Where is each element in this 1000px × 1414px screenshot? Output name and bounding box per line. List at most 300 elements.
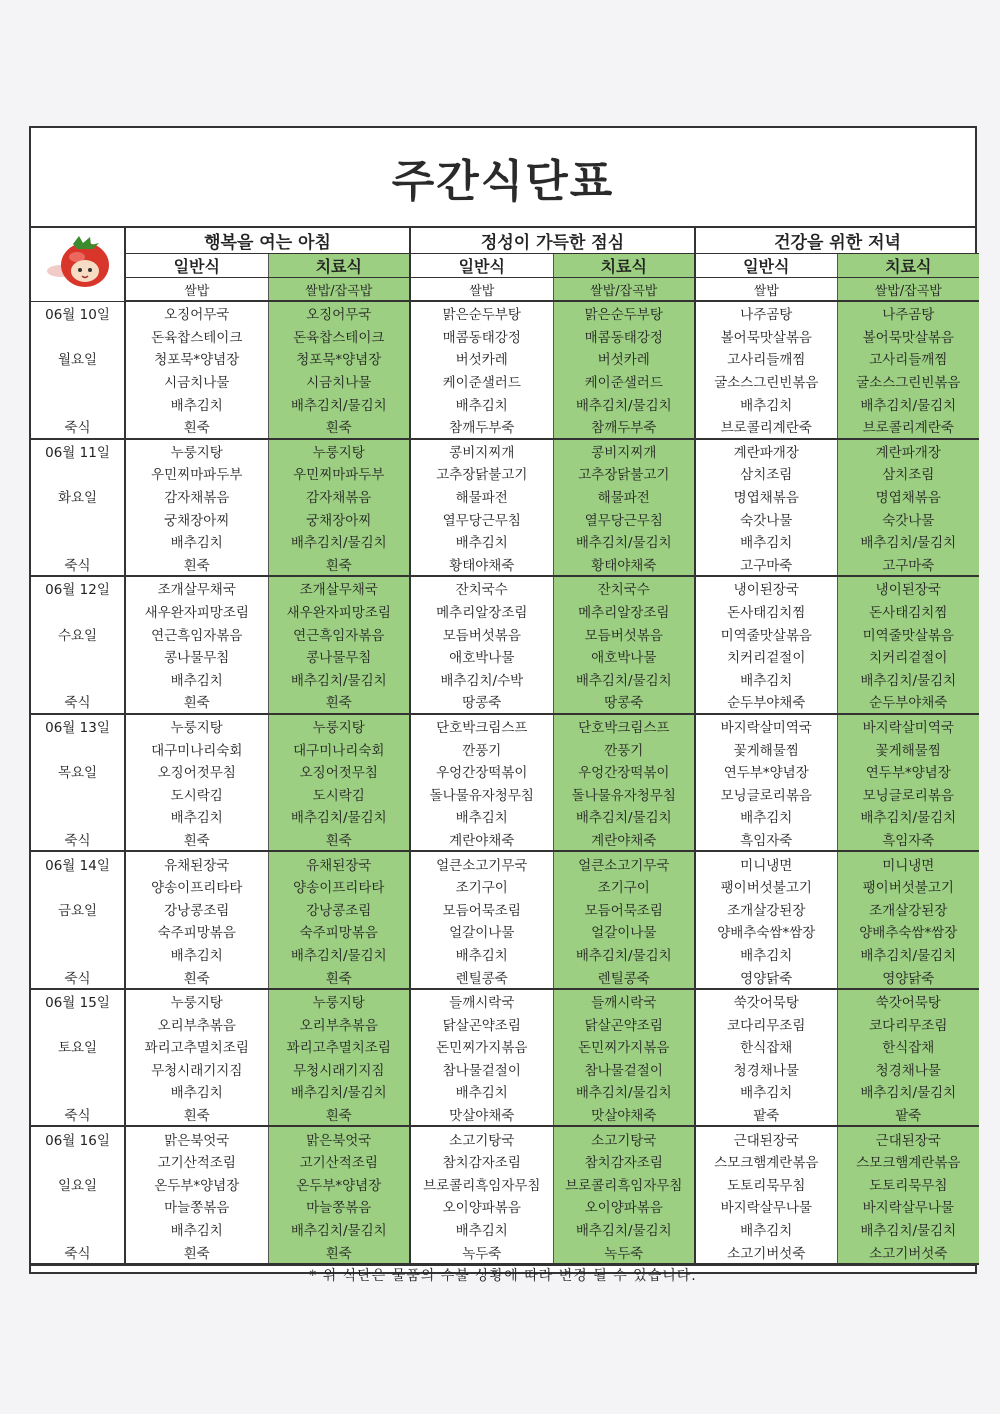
breakfast-therapy-item: 강낭콩조림	[268, 897, 410, 920]
breakfast-therapy-item: 숙주피망볶음	[268, 920, 410, 943]
day-label-blank	[31, 507, 125, 530]
menu-row	[31, 1012, 979, 1035]
lunch-general-item: 깐풍기	[410, 737, 553, 760]
breakfast-therapy-item: 무청시래기지짐	[268, 1058, 410, 1081]
dinner-general-rice: 쌀밥	[695, 278, 837, 302]
breakfast-general-item: 배추김치	[125, 392, 268, 415]
dinner-general-item: 근대된장국	[695, 1126, 837, 1150]
dinner-therapy-item: 배추김치/물김치	[837, 1080, 979, 1103]
lunch-general-label: 일반식	[410, 254, 553, 278]
dinner-therapy-item: 한식잡채	[837, 1035, 979, 1058]
dinner-therapy-item: 조개살강된장	[837, 897, 979, 920]
menu-row	[31, 668, 979, 691]
dinner-therapy-item: 팽이버섯불고기	[837, 875, 979, 898]
menu-row	[31, 875, 979, 898]
menu-row	[31, 553, 979, 577]
lunch-therapy-item: 돌나물유자청무침	[553, 782, 695, 805]
lunch-therapy-item: 맑은순두부탕	[553, 301, 695, 325]
breakfast-therapy-item: 고기산적조림	[268, 1150, 410, 1173]
breakfast-general-item: 배추김치	[125, 1218, 268, 1241]
dinner-general-item: 조개살강된장	[695, 897, 837, 920]
dinner-therapy-item: 숙갓나물	[837, 507, 979, 530]
day-label-blank	[31, 668, 125, 691]
dinner-therapy-item: 스모크햄계란볶음	[837, 1150, 979, 1173]
breakfast-general-item: 도시락김	[125, 782, 268, 805]
breakfast-general-item: 흰죽	[125, 690, 268, 714]
menu-row	[31, 507, 979, 530]
breakfast-general-item: 흰죽	[125, 1103, 268, 1127]
dinner-general-item: 고사리들깨찜	[695, 347, 837, 370]
day-weekday: 일요일	[57, 1177, 98, 1194]
lunch-general-item: 돌나물유자청무침	[410, 782, 553, 805]
menu-row	[31, 1035, 979, 1058]
dinner-general-item: 영양닭죽	[695, 965, 837, 989]
lunch-therapy-item: 황태야채죽	[553, 553, 695, 577]
breakfast-therapy-item: 누룽지탕	[268, 989, 410, 1013]
breakfast-general-item: 흰죽	[125, 828, 268, 852]
lunch-general-item: 돈민찌가지볶음	[410, 1035, 553, 1058]
breakfast-general-item: 오리부추볶음	[125, 1012, 268, 1035]
menu-row	[31, 1126, 979, 1150]
dinner-therapy-item: 모닝글로리볶음	[837, 782, 979, 805]
breakfast-therapy-item: 흰죽	[268, 553, 410, 577]
lunch-therapy-item: 브로콜리흑임자무침	[553, 1173, 695, 1196]
lunch-general-item: 참나물겉절이	[410, 1058, 553, 1081]
day-label-blank	[31, 392, 125, 415]
day-date: 06월 13일	[45, 719, 110, 736]
breakfast-general-item: 대구미나리숙회	[125, 737, 268, 760]
breakfast-therapy-label: 치료식	[268, 254, 410, 278]
day-label-blank	[31, 737, 125, 760]
lunch-therapy-item: 버섯카레	[553, 347, 695, 370]
menu-row	[31, 1058, 979, 1081]
lunch-therapy-item: 배추김치/물김치	[553, 1080, 695, 1103]
lunch-therapy-item: 들깨시락국	[553, 989, 695, 1013]
dinner-therapy-item: 꽃게해물찜	[837, 737, 979, 760]
lunch-therapy-item: 메추리알장조림	[553, 600, 695, 623]
page-title: 주간식단표	[31, 128, 975, 228]
breakfast-therapy-item: 궁채장아찌	[268, 507, 410, 530]
breakfast-general-item: 연근흑임자볶음	[125, 622, 268, 645]
breakfast-therapy-item: 흰죽	[268, 415, 410, 439]
lunch-therapy-item: 맛살야채죽	[553, 1103, 695, 1127]
lunch-general-item: 참치감자조림	[410, 1150, 553, 1173]
dinner-general-item: 브로콜리계란죽	[695, 415, 837, 439]
dinner-therapy-item: 돈사태김치찜	[837, 600, 979, 623]
lunch-therapy-item: 애호박나물	[553, 645, 695, 668]
dinner-general-item: 배추김치	[695, 1218, 837, 1241]
breakfast-therapy-item: 연근흑임자볶음	[268, 622, 410, 645]
lunch-therapy-item: 모듬어묵조림	[553, 897, 695, 920]
dinner-general-item: 미역줄맛살볶음	[695, 622, 837, 645]
lunch-general-item: 잔치국수	[410, 576, 553, 600]
breakfast-therapy-item: 배추김치/물김치	[268, 1080, 410, 1103]
porridge-label: 죽식	[31, 690, 125, 714]
day-label-blank	[31, 325, 125, 348]
day-label-blank	[31, 462, 125, 485]
lunch-general-item: 배추김치	[410, 943, 553, 966]
breakfast-therapy-item: 배추김치/물김치	[268, 668, 410, 691]
breakfast-general-item: 배추김치	[125, 1080, 268, 1103]
lunch-general-item: 고추장닭불고기	[410, 462, 553, 485]
dinner-therapy-item: 순두부야채죽	[837, 690, 979, 714]
dinner-header: 건강을 위한 저녁	[695, 228, 979, 254]
lunch-general-item: 녹두죽	[410, 1240, 553, 1264]
breakfast-general-item: 새우완자피망조림	[125, 600, 268, 623]
dinner-therapy-item: 계란파개장	[837, 439, 979, 463]
breakfast-therapy-item: 누룽지탕	[268, 439, 410, 463]
menu-row	[31, 851, 979, 875]
dinner-therapy-item: 청경채나물	[837, 1058, 979, 1081]
dinner-general-item: 배추김치	[695, 805, 837, 828]
breakfast-general-item: 우민찌마파두부	[125, 462, 268, 485]
dinner-therapy-item: 나주곰탕	[837, 301, 979, 325]
dinner-therapy-item: 볼어묵맛살볶음	[837, 325, 979, 348]
day-label-blank	[31, 645, 125, 668]
lunch-general-item: 배추김치/수박	[410, 668, 553, 691]
dinner-general-item: 냉이된장국	[695, 576, 837, 600]
dinner-general-item: 배추김치	[695, 530, 837, 553]
menu-row	[31, 897, 979, 920]
lunch-general-item: 참깨두부죽	[410, 415, 553, 439]
breakfast-therapy-item: 배추김치/물김치	[268, 530, 410, 553]
breakfast-therapy-item: 오징어젓무침	[268, 760, 410, 783]
menu-row	[31, 439, 979, 463]
breakfast-general-item: 누룽지탕	[125, 714, 268, 738]
dinner-therapy-item: 연두부*양념장	[837, 760, 979, 783]
day-label-blank	[31, 943, 125, 966]
lunch-therapy-item: 단호박크림스프	[553, 714, 695, 738]
dinner-general-item: 순두부야채죽	[695, 690, 837, 714]
breakfast-therapy-item: 온두부*양념장	[268, 1173, 410, 1196]
lunch-therapy-item: 소고기탕국	[553, 1126, 695, 1150]
dinner-general-item: 나주곰탕	[695, 301, 837, 325]
day-label-blank	[31, 1080, 125, 1103]
lunch-general-item: 계란야채죽	[410, 828, 553, 852]
day-label-blank	[31, 875, 125, 898]
dinner-therapy-item: 바지락살미역국	[837, 714, 979, 738]
breakfast-general-rice: 쌀밥	[125, 278, 268, 302]
dinner-general-item: 소고기버섯죽	[695, 1240, 837, 1264]
menu-row	[31, 1195, 979, 1218]
breakfast-general-item: 양송이프리타타	[125, 875, 268, 898]
dinner-general-item: 고구마죽	[695, 553, 837, 577]
breakfast-general-item: 고기산적조림	[125, 1150, 268, 1173]
dinner-general-label: 일반식	[695, 254, 837, 278]
menu-row	[31, 1240, 979, 1264]
day-date: 06월 10일	[45, 307, 110, 324]
breakfast-therapy-item: 대구미나리숙회	[268, 737, 410, 760]
lunch-general-item: 애호박나물	[410, 645, 553, 668]
lunch-therapy-item: 열무당근무침	[553, 507, 695, 530]
lunch-therapy-item: 참깨두부죽	[553, 415, 695, 439]
lunch-general-item: 맑은순두부탕	[410, 301, 553, 325]
dinner-general-item: 코다리무조림	[695, 1012, 837, 1035]
menu-row	[31, 828, 979, 852]
dinner-general-item: 양배추숙쌈*쌈장	[695, 920, 837, 943]
dinner-general-item: 스모크햄계란볶음	[695, 1150, 837, 1173]
dinner-therapy-item: 배추김치/물김치	[837, 392, 979, 415]
breakfast-general-item: 궁채장아찌	[125, 507, 268, 530]
lunch-therapy-item: 배추김치/물김치	[553, 392, 695, 415]
dinner-general-item: 명엽채볶음	[695, 485, 837, 508]
menu-table	[31, 228, 979, 1265]
lunch-therapy-item: 케이준샐러드	[553, 370, 695, 393]
lunch-general-item: 매콤동태강정	[410, 325, 553, 348]
day-label-blank	[31, 370, 125, 393]
breakfast-therapy-item: 누룽지탕	[268, 714, 410, 738]
lunch-general-item: 얼갈이나물	[410, 920, 553, 943]
dinner-therapy-rice: 쌀밥/잡곡밥	[837, 278, 979, 302]
dinner-general-item: 배추김치	[695, 392, 837, 415]
dinner-therapy-item: 배추김치/물김치	[837, 668, 979, 691]
breakfast-therapy-item: 양송이프리타타	[268, 875, 410, 898]
lunch-general-item: 조기구이	[410, 875, 553, 898]
breakfast-general-item: 배추김치	[125, 943, 268, 966]
lunch-general-item: 들깨시락국	[410, 989, 553, 1013]
breakfast-general-item: 흰죽	[125, 965, 268, 989]
menu-row	[31, 1150, 979, 1173]
menu-row	[31, 645, 979, 668]
breakfast-general-item: 무청시래기지짐	[125, 1058, 268, 1081]
dinner-therapy-item: 배추김치/물김치	[837, 1218, 979, 1241]
day-label-blank	[31, 1012, 125, 1035]
lunch-therapy-item: 깐풍기	[553, 737, 695, 760]
dinner-therapy-item: 영양닭죽	[837, 965, 979, 989]
lunch-general-item: 배추김치	[410, 1218, 553, 1241]
dinner-general-item: 치커리겉절이	[695, 645, 837, 668]
breakfast-therapy-item: 시금치나물	[268, 370, 410, 393]
porridge-label: 죽식	[31, 828, 125, 852]
day-date: 06월 11일	[45, 444, 110, 461]
breakfast-therapy-item: 배추김치/물김치	[268, 943, 410, 966]
tomato-mascot-icon	[43, 231, 113, 293]
breakfast-general-item: 유채된장국	[125, 851, 268, 875]
breakfast-general-item: 흰죽	[125, 553, 268, 577]
menu-row	[31, 347, 979, 370]
breakfast-general-item: 감자채볶음	[125, 485, 268, 508]
lunch-general-item: 배추김치	[410, 530, 553, 553]
dinner-therapy-item: 팥죽	[837, 1103, 979, 1127]
lunch-general-item: 황태야채죽	[410, 553, 553, 577]
menu-row	[31, 1218, 979, 1241]
breakfast-therapy-item: 오징어무국	[268, 301, 410, 325]
breakfast-general-item: 배추김치	[125, 668, 268, 691]
lunch-general-item: 우엉간장떡볶이	[410, 760, 553, 783]
breakfast-therapy-item: 꽈리고추멸치조림	[268, 1035, 410, 1058]
dinner-general-item: 청경채나물	[695, 1058, 837, 1081]
lunch-general-item: 배추김치	[410, 392, 553, 415]
dinner-therapy-item: 브로콜리계란죽	[837, 415, 979, 439]
breakfast-general-item: 숙주피망볶음	[125, 920, 268, 943]
breakfast-therapy-item: 맑은북엇국	[268, 1126, 410, 1150]
menu-row	[31, 325, 979, 348]
dinner-general-item: 한식잡채	[695, 1035, 837, 1058]
lunch-general-rice: 쌀밥	[410, 278, 553, 302]
breakfast-therapy-rice: 쌀밥/잡곡밥	[268, 278, 410, 302]
lunch-therapy-item: 계란야채죽	[553, 828, 695, 852]
menu-row	[31, 805, 979, 828]
lunch-therapy-item: 녹두죽	[553, 1240, 695, 1264]
dinner-therapy-item: 흑임자죽	[837, 828, 979, 852]
lunch-therapy-item: 오이양파볶음	[553, 1195, 695, 1218]
breakfast-therapy-item: 새우완자피망조림	[268, 600, 410, 623]
dinner-therapy-item: 바지락살무나물	[837, 1195, 979, 1218]
lunch-therapy-item: 배추김치/물김치	[553, 668, 695, 691]
day-date: 06월 12일	[45, 582, 110, 599]
dinner-therapy-item: 도토리묵무침	[837, 1173, 979, 1196]
day-weekday: 금요일	[57, 902, 98, 919]
dinner-general-item: 연두부*양념장	[695, 760, 837, 783]
lunch-therapy-item: 해물파전	[553, 485, 695, 508]
menu-row	[31, 415, 979, 439]
lunch-general-item: 배추김치	[410, 1080, 553, 1103]
breakfast-therapy-item: 흰죽	[268, 1240, 410, 1264]
menu-row	[31, 965, 979, 989]
lunch-general-item: 소고기탕국	[410, 1126, 553, 1150]
breakfast-therapy-item: 흰죽	[268, 828, 410, 852]
lunch-general-item: 케이준샐러드	[410, 370, 553, 393]
menu-row	[31, 530, 979, 553]
menu-row	[31, 989, 979, 1013]
breakfast-general-item: 시금치나물	[125, 370, 268, 393]
lunch-general-item: 오이양파볶음	[410, 1195, 553, 1218]
breakfast-therapy-item: 배추김치/물김치	[268, 1218, 410, 1241]
breakfast-general-item: 누룽지탕	[125, 989, 268, 1013]
dinner-therapy-item: 쑥갓어묵탕	[837, 989, 979, 1013]
lunch-general-item: 브로콜리흑임자무침	[410, 1173, 553, 1196]
breakfast-general-item: 누룽지탕	[125, 439, 268, 463]
dinner-general-item: 흑임자죽	[695, 828, 837, 852]
lunch-general-item: 모듬버섯볶음	[410, 622, 553, 645]
breakfast-therapy-item: 감자채볶음	[268, 485, 410, 508]
breakfast-general-item: 조개살무채국	[125, 576, 268, 600]
lunch-general-item: 맛살야채죽	[410, 1103, 553, 1127]
breakfast-therapy-item: 우민찌마파두부	[268, 462, 410, 485]
day-date: 06월 16일	[45, 1132, 110, 1149]
breakfast-general-item: 청포묵*양념장	[125, 347, 268, 370]
menu-row	[31, 690, 979, 714]
dinner-therapy-item: 미니냉면	[837, 851, 979, 875]
dinner-therapy-item: 배추김치/물김치	[837, 530, 979, 553]
lunch-therapy-item: 우엉간장떡볶이	[553, 760, 695, 783]
breakfast-general-label: 일반식	[125, 254, 268, 278]
porridge-label: 죽식	[31, 553, 125, 577]
day-label-blank	[31, 1195, 125, 1218]
lunch-general-item: 배추김치	[410, 805, 553, 828]
lunch-general-item: 버섯카레	[410, 347, 553, 370]
breakfast-therapy-item: 흰죽	[268, 690, 410, 714]
menu-row	[31, 576, 979, 600]
dinner-general-item: 쑥갓어묵탕	[695, 989, 837, 1013]
lunch-therapy-item: 닭살곤약조림	[553, 1012, 695, 1035]
lunch-therapy-rice: 쌀밥/잡곡밥	[553, 278, 695, 302]
day-label-blank	[31, 600, 125, 623]
menu-row	[31, 485, 979, 508]
dinner-general-item: 계란파개장	[695, 439, 837, 463]
lunch-therapy-label: 치료식	[553, 254, 695, 278]
footer-note: * 위 식단은 물품의 수불 상황에 따라 변경 될 수 있습니다.	[31, 1265, 975, 1286]
lunch-therapy-item: 참치감자조림	[553, 1150, 695, 1173]
dinner-general-item: 배추김치	[695, 1080, 837, 1103]
lunch-therapy-item: 고추장닭불고기	[553, 462, 695, 485]
dinner-general-item: 도토리묵무침	[695, 1173, 837, 1196]
logo-cell	[31, 228, 125, 301]
day-weekday: 월요일	[57, 352, 98, 369]
breakfast-general-item: 배추김치	[125, 805, 268, 828]
lunch-general-item: 렌틸콩죽	[410, 965, 553, 989]
lunch-therapy-item: 얼갈이나물	[553, 920, 695, 943]
lunch-therapy-item: 배추김치/물김치	[553, 805, 695, 828]
menu-row	[31, 370, 979, 393]
dinner-therapy-item: 명엽채볶음	[837, 485, 979, 508]
dinner-therapy-item: 고구마죽	[837, 553, 979, 577]
menu-row	[31, 737, 979, 760]
dinner-general-item: 배추김치	[695, 943, 837, 966]
lunch-therapy-item: 콩비지찌개	[553, 439, 695, 463]
day-label-blank	[31, 1218, 125, 1241]
menu-row	[31, 943, 979, 966]
dinner-general-item: 굴소스그린빈볶음	[695, 370, 837, 393]
lunch-therapy-item: 매콤동태강정	[553, 325, 695, 348]
menu-row	[31, 1103, 979, 1127]
dinner-general-item: 숙갓나물	[695, 507, 837, 530]
lunch-general-item: 콩비지찌개	[410, 439, 553, 463]
breakfast-general-item: 콩나물무침	[125, 645, 268, 668]
dinner-therapy-label: 치료식	[837, 254, 979, 278]
menu-row	[31, 462, 979, 485]
dinner-therapy-item: 고사리들깨찜	[837, 347, 979, 370]
menu-row	[31, 600, 979, 623]
dinner-therapy-item: 냉이된장국	[837, 576, 979, 600]
breakfast-general-item: 오징어무국	[125, 301, 268, 325]
porridge-label: 죽식	[31, 965, 125, 989]
breakfast-therapy-item: 도시락김	[268, 782, 410, 805]
dinner-therapy-item: 배추김치/물김치	[837, 943, 979, 966]
lunch-general-item: 단호박크림스프	[410, 714, 553, 738]
breakfast-therapy-item: 조개살무채국	[268, 576, 410, 600]
breakfast-header: 행복을 여는 아침	[125, 228, 410, 254]
breakfast-therapy-item: 배추김치/물김치	[268, 392, 410, 415]
menu-sheet	[29, 126, 977, 1284]
dinner-general-item: 돈사태김치찜	[695, 600, 837, 623]
menu-row	[31, 782, 979, 805]
breakfast-therapy-item: 청포묵*양념장	[268, 347, 410, 370]
breakfast-general-item: 오징어젓무침	[125, 760, 268, 783]
dinner-therapy-item: 소고기버섯죽	[837, 1240, 979, 1264]
lunch-general-item: 해물파전	[410, 485, 553, 508]
menu-row	[31, 1173, 979, 1196]
dinner-therapy-item: 굴소스그린빈볶음	[837, 370, 979, 393]
menu-row	[31, 760, 979, 783]
breakfast-general-item: 흰죽	[125, 415, 268, 439]
lunch-general-item: 얼큰소고기무국	[410, 851, 553, 875]
menu-row	[31, 714, 979, 738]
lunch-therapy-item: 배추김치/물김치	[553, 1218, 695, 1241]
breakfast-general-item: 꽈리고추멸치조림	[125, 1035, 268, 1058]
lunch-header: 정성이 가득한 점심	[410, 228, 695, 254]
day-label-blank	[31, 1058, 125, 1081]
menu-row	[31, 301, 979, 325]
dinner-therapy-item: 치커리겉절이	[837, 645, 979, 668]
breakfast-general-item: 돈육찹스테이크	[125, 325, 268, 348]
lunch-therapy-item: 돈민찌가지볶음	[553, 1035, 695, 1058]
lunch-therapy-item: 렌틸콩죽	[553, 965, 695, 989]
lunch-therapy-item: 배추김치/물김치	[553, 530, 695, 553]
dinner-therapy-item: 코다리무조림	[837, 1012, 979, 1035]
day-weekday: 토요일	[57, 1040, 98, 1057]
breakfast-general-item: 온두부*양념장	[125, 1173, 268, 1196]
